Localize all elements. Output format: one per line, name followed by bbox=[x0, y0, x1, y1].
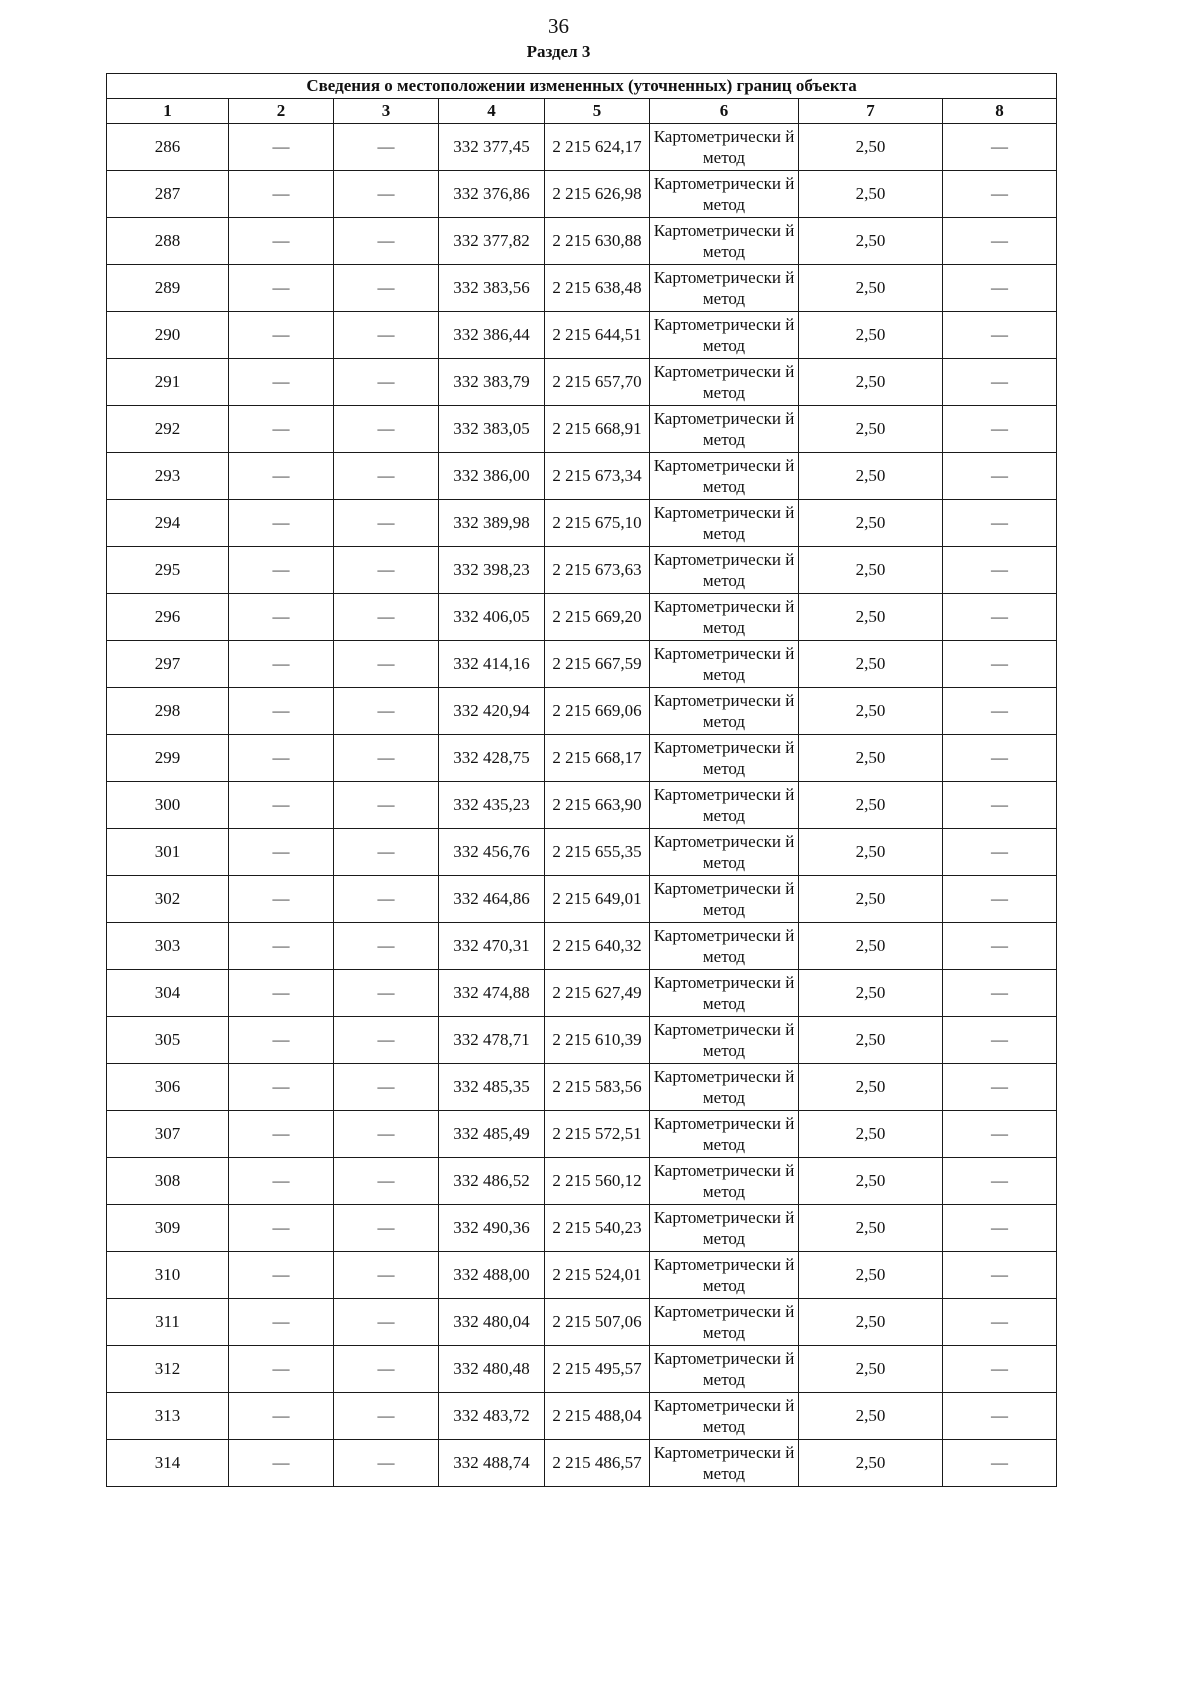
point-number-cell: 308 bbox=[107, 1158, 229, 1205]
col2-cell: — bbox=[229, 171, 334, 218]
column-number: 1 bbox=[107, 99, 229, 124]
y-coordinate-cell: 2 215 486,57 bbox=[545, 1440, 650, 1487]
x-coordinate-cell: 332 383,79 bbox=[439, 359, 545, 406]
col8-cell: — bbox=[943, 312, 1057, 359]
y-coordinate-cell: 2 215 624,17 bbox=[545, 124, 650, 171]
table-row bbox=[107, 594, 1057, 641]
point-number-cell: 295 bbox=[107, 547, 229, 594]
x-coordinate-cell: 332 480,48 bbox=[439, 1346, 545, 1393]
accuracy-cell: 2,50 bbox=[799, 829, 943, 876]
col3-cell: — bbox=[334, 1064, 439, 1111]
point-number-cell: 309 bbox=[107, 1205, 229, 1252]
x-coordinate-cell: 332 485,49 bbox=[439, 1111, 545, 1158]
x-coordinate-cell: 332 406,05 bbox=[439, 594, 545, 641]
accuracy-cell: 2,50 bbox=[799, 923, 943, 970]
table-row bbox=[107, 1393, 1057, 1440]
method-cell: Картометрически й метод bbox=[650, 218, 799, 265]
col2-cell: — bbox=[229, 500, 334, 547]
col3-cell: — bbox=[334, 500, 439, 547]
accuracy-cell: 2,50 bbox=[799, 1440, 943, 1487]
method-cell: Картометрически й метод bbox=[650, 1111, 799, 1158]
table-row bbox=[107, 1111, 1057, 1158]
point-number-cell: 291 bbox=[107, 359, 229, 406]
y-coordinate-cell: 2 215 630,88 bbox=[545, 218, 650, 265]
accuracy-cell: 2,50 bbox=[799, 312, 943, 359]
y-coordinate-cell: 2 215 524,01 bbox=[545, 1252, 650, 1299]
method-cell: Картометрически й метод bbox=[650, 1346, 799, 1393]
accuracy-cell: 2,50 bbox=[799, 1064, 943, 1111]
table-row bbox=[107, 406, 1057, 453]
col3-cell: — bbox=[334, 688, 439, 735]
y-coordinate-cell: 2 215 583,56 bbox=[545, 1064, 650, 1111]
point-number-cell: 293 bbox=[107, 453, 229, 500]
col8-cell: — bbox=[943, 641, 1057, 688]
col3-cell: — bbox=[334, 1158, 439, 1205]
y-coordinate-cell: 2 215 673,63 bbox=[545, 547, 650, 594]
col2-cell: — bbox=[229, 594, 334, 641]
y-coordinate-cell: 2 215 507,06 bbox=[545, 1299, 650, 1346]
col2-cell: — bbox=[229, 1205, 334, 1252]
col2-cell: — bbox=[229, 218, 334, 265]
col3-cell: — bbox=[334, 124, 439, 171]
col2-cell: — bbox=[229, 641, 334, 688]
col3-cell: — bbox=[334, 218, 439, 265]
x-coordinate-cell: 332 488,74 bbox=[439, 1440, 545, 1487]
col3-cell: — bbox=[334, 171, 439, 218]
accuracy-cell: 2,50 bbox=[799, 641, 943, 688]
col2-cell: — bbox=[229, 406, 334, 453]
column-number: 2 bbox=[229, 99, 334, 124]
point-number-cell: 310 bbox=[107, 1252, 229, 1299]
accuracy-cell: 2,50 bbox=[799, 1205, 943, 1252]
col8-cell: — bbox=[943, 265, 1057, 312]
accuracy-cell: 2,50 bbox=[799, 171, 943, 218]
boundary-coordinates-table bbox=[106, 73, 1057, 1487]
col8-cell: — bbox=[943, 218, 1057, 265]
point-number-cell: 311 bbox=[107, 1299, 229, 1346]
col2-cell: — bbox=[229, 782, 334, 829]
method-cell: Картометрически й метод bbox=[650, 876, 799, 923]
col8-cell: — bbox=[943, 406, 1057, 453]
method-cell: Картометрически й метод bbox=[650, 782, 799, 829]
y-coordinate-cell: 2 215 669,20 bbox=[545, 594, 650, 641]
col8-cell: — bbox=[943, 1299, 1057, 1346]
col3-cell: — bbox=[334, 1440, 439, 1487]
method-cell: Картометрически й метод bbox=[650, 1158, 799, 1205]
y-coordinate-cell: 2 215 657,70 bbox=[545, 359, 650, 406]
method-cell: Картометрически й метод bbox=[650, 735, 799, 782]
col8-cell: — bbox=[943, 500, 1057, 547]
col8-cell: — bbox=[943, 1064, 1057, 1111]
y-coordinate-cell: 2 215 667,59 bbox=[545, 641, 650, 688]
method-cell: Картометрически й метод bbox=[650, 641, 799, 688]
col2-cell: — bbox=[229, 876, 334, 923]
col8-cell: — bbox=[943, 171, 1057, 218]
page-number: 36 bbox=[548, 14, 569, 38]
col3-cell: — bbox=[334, 923, 439, 970]
column-number: 8 bbox=[943, 99, 1057, 124]
accuracy-cell: 2,50 bbox=[799, 265, 943, 312]
point-number-cell: 306 bbox=[107, 1064, 229, 1111]
accuracy-cell: 2,50 bbox=[799, 453, 943, 500]
x-coordinate-cell: 332 480,04 bbox=[439, 1299, 545, 1346]
method-cell: Картометрически й метод bbox=[650, 688, 799, 735]
point-number-cell: 303 bbox=[107, 923, 229, 970]
col2-cell: — bbox=[229, 735, 334, 782]
table-row bbox=[107, 782, 1057, 829]
y-coordinate-cell: 2 215 644,51 bbox=[545, 312, 650, 359]
col8-cell: — bbox=[943, 1017, 1057, 1064]
col3-cell: — bbox=[334, 1205, 439, 1252]
point-number-cell: 289 bbox=[107, 265, 229, 312]
col8-cell: — bbox=[943, 547, 1057, 594]
section-title: Раздел 3 bbox=[526, 42, 591, 61]
y-coordinate-cell: 2 215 495,57 bbox=[545, 1346, 650, 1393]
x-coordinate-cell: 332 383,56 bbox=[439, 265, 545, 312]
method-cell: Картометрически й метод bbox=[650, 453, 799, 500]
col2-cell: — bbox=[229, 265, 334, 312]
col3-cell: — bbox=[334, 1346, 439, 1393]
y-coordinate-cell: 2 215 673,34 bbox=[545, 453, 650, 500]
x-coordinate-cell: 332 377,45 bbox=[439, 124, 545, 171]
method-cell: Картометрически й метод bbox=[650, 829, 799, 876]
col2-cell: — bbox=[229, 312, 334, 359]
col3-cell: — bbox=[334, 1299, 439, 1346]
col3-cell: — bbox=[334, 876, 439, 923]
x-coordinate-cell: 332 485,35 bbox=[439, 1064, 545, 1111]
method-cell: Картометрически й метод bbox=[650, 406, 799, 453]
point-number-cell: 298 bbox=[107, 688, 229, 735]
x-coordinate-cell: 332 464,86 bbox=[439, 876, 545, 923]
col2-cell: — bbox=[229, 1440, 334, 1487]
accuracy-cell: 2,50 bbox=[799, 1111, 943, 1158]
method-cell: Картометрически й метод bbox=[650, 970, 799, 1017]
accuracy-cell: 2,50 bbox=[799, 1299, 943, 1346]
accuracy-cell: 2,50 bbox=[799, 1346, 943, 1393]
col3-cell: — bbox=[334, 406, 439, 453]
y-coordinate-cell: 2 215 663,90 bbox=[545, 782, 650, 829]
accuracy-cell: 2,50 bbox=[799, 1252, 943, 1299]
table-row bbox=[107, 876, 1057, 923]
col3-cell: — bbox=[334, 265, 439, 312]
accuracy-cell: 2,50 bbox=[799, 124, 943, 171]
col8-cell: — bbox=[943, 1205, 1057, 1252]
table-row bbox=[107, 1440, 1057, 1487]
accuracy-cell: 2,50 bbox=[799, 406, 943, 453]
point-number-cell: 312 bbox=[107, 1346, 229, 1393]
table-row bbox=[107, 312, 1057, 359]
method-cell: Картометрически й метод bbox=[650, 265, 799, 312]
col2-cell: — bbox=[229, 829, 334, 876]
point-number-cell: 296 bbox=[107, 594, 229, 641]
col8-cell: — bbox=[943, 1346, 1057, 1393]
col8-cell: — bbox=[943, 970, 1057, 1017]
table-row bbox=[107, 1017, 1057, 1064]
method-cell: Картометрически й метод bbox=[650, 923, 799, 970]
col2-cell: — bbox=[229, 547, 334, 594]
col2-cell: — bbox=[229, 688, 334, 735]
col8-cell: — bbox=[943, 782, 1057, 829]
col8-cell: — bbox=[943, 124, 1057, 171]
x-coordinate-cell: 332 488,00 bbox=[439, 1252, 545, 1299]
table-row bbox=[107, 547, 1057, 594]
col8-cell: — bbox=[943, 923, 1057, 970]
column-number: 4 bbox=[439, 99, 545, 124]
point-number-cell: 287 bbox=[107, 171, 229, 218]
y-coordinate-cell: 2 215 540,23 bbox=[545, 1205, 650, 1252]
col3-cell: — bbox=[334, 829, 439, 876]
accuracy-cell: 2,50 bbox=[799, 359, 943, 406]
col2-cell: — bbox=[229, 124, 334, 171]
y-coordinate-cell: 2 215 655,35 bbox=[545, 829, 650, 876]
table-row bbox=[107, 359, 1057, 406]
table-row bbox=[107, 265, 1057, 312]
y-coordinate-cell: 2 215 560,12 bbox=[545, 1158, 650, 1205]
y-coordinate-cell: 2 215 488,04 bbox=[545, 1393, 650, 1440]
table-row bbox=[107, 453, 1057, 500]
y-coordinate-cell: 2 215 572,51 bbox=[545, 1111, 650, 1158]
x-coordinate-cell: 332 414,16 bbox=[439, 641, 545, 688]
table-row bbox=[107, 124, 1057, 171]
col2-cell: — bbox=[229, 970, 334, 1017]
x-coordinate-cell: 332 470,31 bbox=[439, 923, 545, 970]
table-row bbox=[107, 1346, 1057, 1393]
table-row bbox=[107, 1252, 1057, 1299]
col2-cell: — bbox=[229, 1064, 334, 1111]
point-number-cell: 313 bbox=[107, 1393, 229, 1440]
x-coordinate-cell: 332 377,82 bbox=[439, 218, 545, 265]
col2-cell: — bbox=[229, 923, 334, 970]
method-cell: Картометрически й метод bbox=[650, 1205, 799, 1252]
col2-cell: — bbox=[229, 1346, 334, 1393]
method-cell: Картометрически й метод bbox=[650, 1017, 799, 1064]
col8-cell: — bbox=[943, 829, 1057, 876]
table-row bbox=[107, 1205, 1057, 1252]
method-cell: Картометрически й метод bbox=[650, 1252, 799, 1299]
col8-cell: — bbox=[943, 1158, 1057, 1205]
method-cell: Картометрически й метод bbox=[650, 171, 799, 218]
point-number-cell: 304 bbox=[107, 970, 229, 1017]
y-coordinate-cell: 2 215 675,10 bbox=[545, 500, 650, 547]
y-coordinate-cell: 2 215 669,06 bbox=[545, 688, 650, 735]
column-number: 7 bbox=[799, 99, 943, 124]
method-cell: Картометрически й метод bbox=[650, 547, 799, 594]
x-coordinate-cell: 332 389,98 bbox=[439, 500, 545, 547]
accuracy-cell: 2,50 bbox=[799, 782, 943, 829]
method-cell: Картометрически й метод bbox=[650, 1393, 799, 1440]
accuracy-cell: 2,50 bbox=[799, 594, 943, 641]
point-number-cell: 288 bbox=[107, 218, 229, 265]
col8-cell: — bbox=[943, 1440, 1057, 1487]
x-coordinate-cell: 332 376,86 bbox=[439, 171, 545, 218]
y-coordinate-cell: 2 215 668,91 bbox=[545, 406, 650, 453]
col3-cell: — bbox=[334, 359, 439, 406]
col8-cell: — bbox=[943, 594, 1057, 641]
x-coordinate-cell: 332 456,76 bbox=[439, 829, 545, 876]
accuracy-cell: 2,50 bbox=[799, 1158, 943, 1205]
col2-cell: — bbox=[229, 1111, 334, 1158]
x-coordinate-cell: 332 478,71 bbox=[439, 1017, 545, 1064]
col8-cell: — bbox=[943, 735, 1057, 782]
x-coordinate-cell: 332 486,52 bbox=[439, 1158, 545, 1205]
x-coordinate-cell: 332 420,94 bbox=[439, 688, 545, 735]
table-body bbox=[107, 124, 1057, 1487]
point-number-cell: 292 bbox=[107, 406, 229, 453]
x-coordinate-cell: 332 483,72 bbox=[439, 1393, 545, 1440]
table-row bbox=[107, 1064, 1057, 1111]
column-number: 6 bbox=[650, 99, 799, 124]
accuracy-cell: 2,50 bbox=[799, 1393, 943, 1440]
col3-cell: — bbox=[334, 970, 439, 1017]
y-coordinate-cell: 2 215 638,48 bbox=[545, 265, 650, 312]
table-row bbox=[107, 688, 1057, 735]
method-cell: Картометрически й метод bbox=[650, 500, 799, 547]
col3-cell: — bbox=[334, 312, 439, 359]
x-coordinate-cell: 332 435,23 bbox=[439, 782, 545, 829]
point-number-cell: 286 bbox=[107, 124, 229, 171]
method-cell: Картометрически й метод bbox=[650, 594, 799, 641]
col3-cell: — bbox=[334, 1111, 439, 1158]
accuracy-cell: 2,50 bbox=[799, 735, 943, 782]
col3-cell: — bbox=[334, 1393, 439, 1440]
col3-cell: — bbox=[334, 547, 439, 594]
col8-cell: — bbox=[943, 1111, 1057, 1158]
point-number-cell: 294 bbox=[107, 500, 229, 547]
column-number: 5 bbox=[545, 99, 650, 124]
table-row bbox=[107, 171, 1057, 218]
col3-cell: — bbox=[334, 1252, 439, 1299]
point-number-cell: 305 bbox=[107, 1017, 229, 1064]
table-row bbox=[107, 735, 1057, 782]
col8-cell: — bbox=[943, 359, 1057, 406]
method-cell: Картометрически й метод bbox=[650, 1440, 799, 1487]
col2-cell: — bbox=[229, 1158, 334, 1205]
table-caption: Сведения о местоположении измененных (уточненных) границ объекта bbox=[107, 74, 1057, 99]
y-coordinate-cell: 2 215 627,49 bbox=[545, 970, 650, 1017]
column-number-row bbox=[107, 99, 1057, 124]
col8-cell: — bbox=[943, 1393, 1057, 1440]
table-row bbox=[107, 218, 1057, 265]
col3-cell: — bbox=[334, 594, 439, 641]
accuracy-cell: 2,50 bbox=[799, 970, 943, 1017]
point-number-cell: 300 bbox=[107, 782, 229, 829]
x-coordinate-cell: 332 398,23 bbox=[439, 547, 545, 594]
x-coordinate-cell: 332 474,88 bbox=[439, 970, 545, 1017]
table-row bbox=[107, 1299, 1057, 1346]
col3-cell: — bbox=[334, 1017, 439, 1064]
table-row bbox=[107, 641, 1057, 688]
col2-cell: — bbox=[229, 1017, 334, 1064]
col3-cell: — bbox=[334, 735, 439, 782]
table-row bbox=[107, 923, 1057, 970]
y-coordinate-cell: 2 215 649,01 bbox=[545, 876, 650, 923]
column-number: 3 bbox=[334, 99, 439, 124]
table-row bbox=[107, 829, 1057, 876]
col8-cell: — bbox=[943, 453, 1057, 500]
y-coordinate-cell: 2 215 668,17 bbox=[545, 735, 650, 782]
col2-cell: — bbox=[229, 1299, 334, 1346]
x-coordinate-cell: 332 428,75 bbox=[439, 735, 545, 782]
accuracy-cell: 2,50 bbox=[799, 1017, 943, 1064]
accuracy-cell: 2,50 bbox=[799, 500, 943, 547]
col2-cell: — bbox=[229, 453, 334, 500]
method-cell: Картометрически й метод bbox=[650, 359, 799, 406]
point-number-cell: 290 bbox=[107, 312, 229, 359]
col3-cell: — bbox=[334, 782, 439, 829]
table-row bbox=[107, 970, 1057, 1017]
x-coordinate-cell: 332 386,44 bbox=[439, 312, 545, 359]
accuracy-cell: 2,50 bbox=[799, 876, 943, 923]
point-number-cell: 314 bbox=[107, 1440, 229, 1487]
y-coordinate-cell: 2 215 640,32 bbox=[545, 923, 650, 970]
table-row bbox=[107, 500, 1057, 547]
x-coordinate-cell: 332 383,05 bbox=[439, 406, 545, 453]
x-coordinate-cell: 332 490,36 bbox=[439, 1205, 545, 1252]
col8-cell: — bbox=[943, 688, 1057, 735]
col3-cell: — bbox=[334, 453, 439, 500]
col8-cell: — bbox=[943, 876, 1057, 923]
col2-cell: — bbox=[229, 359, 334, 406]
col8-cell: — bbox=[943, 1252, 1057, 1299]
point-number-cell: 307 bbox=[107, 1111, 229, 1158]
point-number-cell: 297 bbox=[107, 641, 229, 688]
table-row bbox=[107, 1158, 1057, 1205]
accuracy-cell: 2,50 bbox=[799, 218, 943, 265]
method-cell: Картометрически й метод bbox=[650, 1299, 799, 1346]
y-coordinate-cell: 2 215 610,39 bbox=[545, 1017, 650, 1064]
method-cell: Картометрически й метод bbox=[650, 124, 799, 171]
col2-cell: — bbox=[229, 1252, 334, 1299]
point-number-cell: 302 bbox=[107, 876, 229, 923]
method-cell: Картометрически й метод bbox=[650, 1064, 799, 1111]
method-cell: Картометрически й метод bbox=[650, 312, 799, 359]
accuracy-cell: 2,50 bbox=[799, 688, 943, 735]
col3-cell: — bbox=[334, 641, 439, 688]
col2-cell: — bbox=[229, 1393, 334, 1440]
point-number-cell: 299 bbox=[107, 735, 229, 782]
y-coordinate-cell: 2 215 626,98 bbox=[545, 171, 650, 218]
accuracy-cell: 2,50 bbox=[799, 547, 943, 594]
x-coordinate-cell: 332 386,00 bbox=[439, 453, 545, 500]
point-number-cell: 301 bbox=[107, 829, 229, 876]
